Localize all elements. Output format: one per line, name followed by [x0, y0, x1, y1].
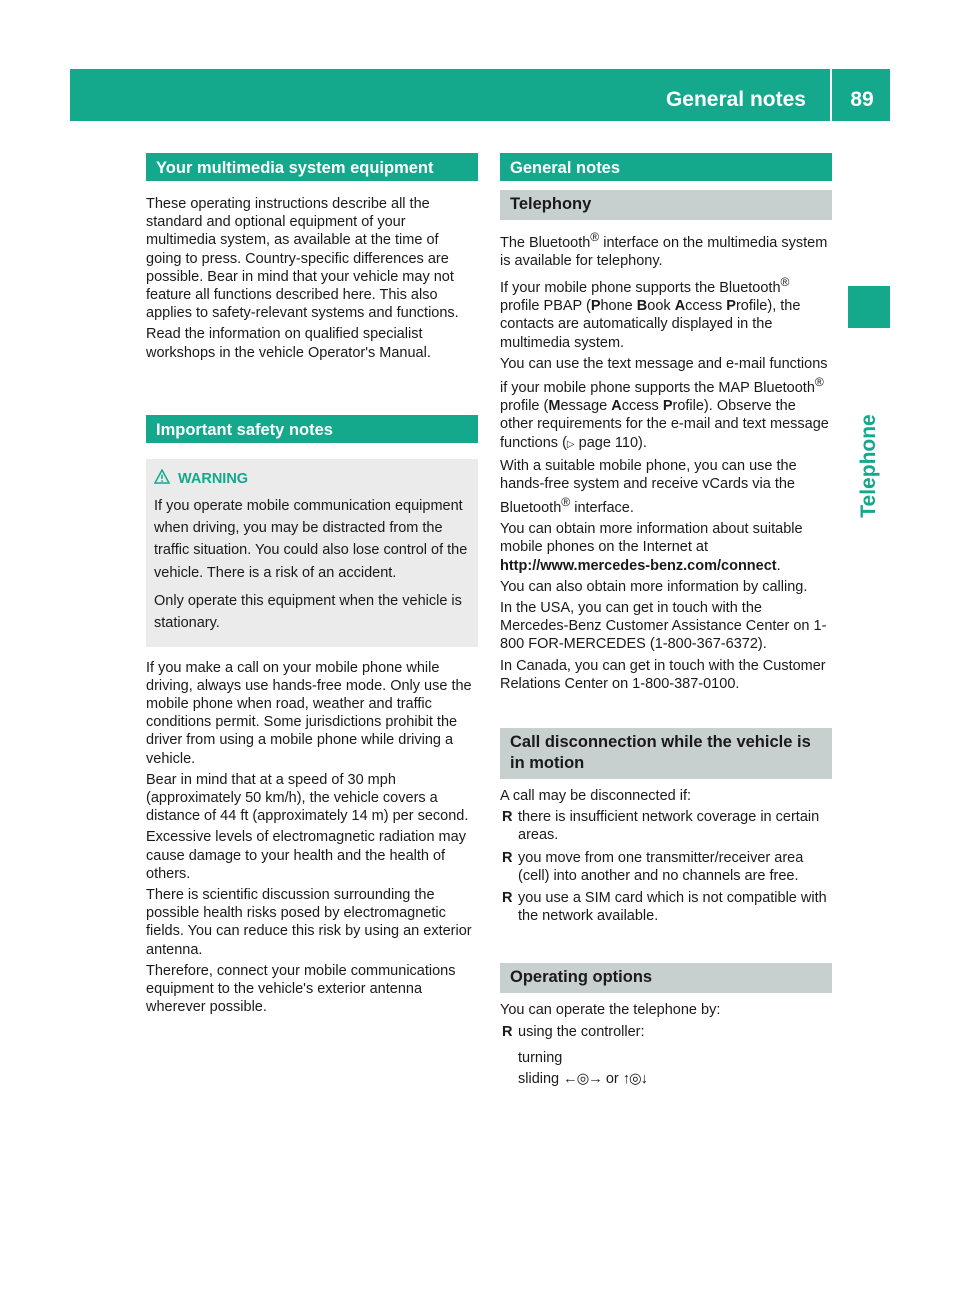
header-title: General notes [665, 88, 806, 111]
list-item: R using the controller: [502, 1023, 645, 1040]
list-item: R you use a SIM card which is not compatible with the network available. [502, 890, 827, 925]
header-bar [70, 69, 890, 121]
paragraph: You can also obtain more information by calling. [500, 578, 808, 595]
controller-slide-up-down-icon: ↑◎↓ [622, 1071, 647, 1088]
paragraph: Therefore, connect your mobile communications equipment to the vehicle's exterior antenna wherever possible. [146, 962, 456, 1016]
paragraph: With a suitable mobile phone, you can use the hands-free system and receive vCards via the Bluetooth® interface. [500, 457, 797, 516]
paragraph: A call may be disconnected if: [500, 787, 692, 804]
paragraph: In the USA, you can get in touch with the Mercedes-Benz Customer Assistance Center on 1-800 FOR-MERCEDES (1-800-367-6372). [500, 599, 827, 653]
operating-turning: turning [518, 1049, 563, 1066]
paragraph: If your mobile phone supports the Bluetooth® profile PBAP (Phone Book Access Profile), the contacts are automatically displayed in the multimedia system. [500, 275, 801, 351]
left-column [146, 153, 478, 1019]
paragraph: Bear in mind that at a speed of 30 mph (approximately 50 km/h), the vehicle covers a distance of 44 ft (approximately 14 m) per second. [146, 771, 469, 825]
paragraph: In Canada, you can get in touch with the Customer Relations Center on 1-800-387-0100. [500, 657, 826, 692]
operating-list [500, 1023, 832, 1041]
connect-url-link[interactable]: http://www.mercedes-benz.com/connect [500, 557, 777, 574]
paragraph: If you make a call on your mobile phone while driving, always use hands-free mode. Only use the mobile phone when road, weather and traffic conditions permit. Some jurisdictions prohibit the driver from using a mobile phone while driving a vehicle. [146, 659, 472, 767]
list-item: R there is insufficient network coverage in certain areas. [502, 809, 820, 844]
paragraph: You can obtain more information about suitable mobile phones on the Internet at http://www.mercedes-benz.com/connect. [500, 521, 803, 574]
paragraph: The Bluetooth® interface on the multimedia system is available for telephony. [500, 230, 828, 270]
side-tab-marker [848, 286, 890, 328]
paragraph: There is scientific discussion surrounding the possible health risks posed by electromagnetic fields. You can reduce this risk by using an exterior antenna. [146, 887, 472, 958]
warning-text: If you operate mobile communication equipment when driving, you may be distracted from the traffic situation. You could also lose control of the vehicle. There is a risk of an accident. [154, 497, 468, 581]
subheading-telephony: Telephony [500, 190, 832, 220]
paragraph: You can operate the telephone by: [500, 1002, 721, 1019]
paragraph: Read the information on qualified specialist workshops in the vehicle Operator's Manual. [146, 326, 431, 361]
warning-box [146, 459, 478, 647]
operating-sliding: sliding ←◎→ or ↑◎↓ [518, 1071, 647, 1088]
warning-triangle-icon [154, 469, 170, 489]
section-heading-multimedia-equipment: Your multimedia system equipment [146, 153, 478, 181]
list-item: R you move from one transmitter/receiver area (cell) into another and no channels are free. [502, 849, 804, 884]
warning-label: WARNING [178, 470, 249, 487]
right-column [500, 153, 832, 1091]
side-tab-label: Telephone [857, 414, 880, 518]
subheading-call-disconnection: Call disconnection while the vehicle is in motion [500, 728, 832, 779]
subheading-operating-options: Operating options [500, 963, 832, 993]
controller-slide-left-right-icon: ←◎→ [563, 1071, 602, 1088]
warning-text: Only operate this equipment when the vehicle is stationary. [154, 593, 462, 632]
disconnection-list [500, 808, 832, 925]
paragraph: Excessive levels of electromagnetic radiation may cause damage to your health and the health of others. [146, 829, 466, 882]
page-reference-arrow-icon: ▷ [566, 438, 575, 450]
header-divider [830, 69, 832, 121]
paragraph: You can use the text message and e-mail functions if your mobile phone supports the MAP Bluetooth® profile (Message Access Profile). Observe the other requirements for the e-mail and text message functions (▷ page 110). [500, 355, 829, 451]
paragraph: These operating instructions describe all the standard and optional equipment of your multimedia system, as available at the time of going to press. Country-specific differences are possible. Bear in mind that your vehicle may not feature all functions described here. This also applies to safety-relevant systems and functions. [146, 196, 459, 322]
page-number: 89 [850, 88, 874, 111]
section-heading-safety-notes: Important safety notes [146, 415, 478, 443]
section-heading-general-notes: General notes [500, 153, 832, 181]
